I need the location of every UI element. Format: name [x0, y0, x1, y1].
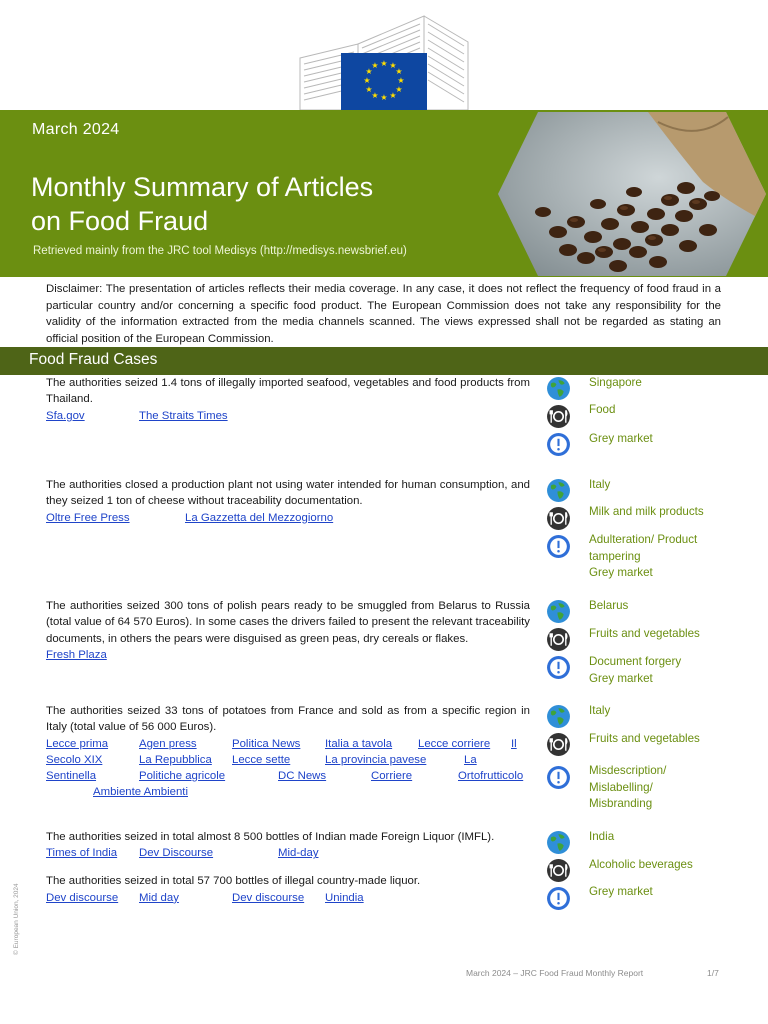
source-link[interactable]: Ortofrutticolo [458, 769, 524, 782]
globe-icon [546, 599, 571, 624]
source-link[interactable]: DC News [278, 769, 327, 782]
report-title-line-2: on Food Fraud [31, 206, 209, 236]
tag-line: Italy [589, 478, 611, 491]
article-text: The authorities seized 1.4 tons of illegally imported seafood, vegetables and food products from Thailand. [46, 377, 530, 406]
food-category-icon [546, 858, 571, 883]
tag-line: Fruits and vegetables [589, 627, 700, 640]
food-category-icon [546, 627, 571, 652]
article-text: The authorities seized 300 tons of polish pears ready to be smuggled from Belarus to Russia (total value of 64 570 Euros). In some cases the drivers failed to present the relevant traceability documents, in others the pears were disguised as green peas, dry cereals or flakes. [46, 600, 530, 645]
fraud-type-label [589, 884, 653, 901]
article-text: The authorities closed a production plant not using water intended for human consumption, and they seized 1 ton of cheese without traceability documentation. [46, 479, 530, 508]
svg-text:★: ★ [365, 85, 373, 94]
tag-line: Misdescription/ [589, 764, 667, 777]
source-link[interactable]: Agen press [139, 737, 197, 750]
report-title-line-1: Monthly Summary of Articles [31, 172, 374, 202]
article-2 [46, 477, 530, 527]
source-link[interactable]: Fresh Plaza [46, 649, 107, 662]
source-link[interactable]: Politiche agricole [139, 769, 226, 782]
svg-text:★: ★ [380, 59, 388, 68]
source-link[interactable]: Lecce sette [232, 753, 291, 766]
tag-line: Fruits and vegetables [589, 732, 700, 745]
footer-report-title: March 2024 – JRC Food Fraud Monthly Report [466, 968, 644, 978]
disclaimer-text: Disclaimer: The presentation of articles reflects their media coverage. In any case, it does not reflect the frequency of food fraud in a particular country and/or concerning a specific food product. The European Commission does not take any responsibility for the validity of the information extracted from the media channels scanned. The views expressed shall not be regarded as stating an official position of the European Commission. [46, 283, 721, 345]
tag-line: Grey market [589, 671, 653, 685]
tag-line: Misbranding [589, 797, 653, 810]
svg-text:★: ★ [371, 61, 379, 70]
tag-line: Italy [589, 704, 611, 717]
source-link[interactable]: La provincia pavese [325, 753, 427, 766]
report-date: March 2024 [32, 121, 120, 138]
tag-line: Singapore [589, 376, 642, 389]
globe-icon [546, 376, 571, 401]
report-title [31, 170, 451, 238]
food-category-label [589, 626, 700, 643]
source-link[interactable]: Politica News [232, 737, 301, 750]
svg-text:★: ★ [395, 85, 403, 94]
article-links [46, 510, 530, 527]
tag-line: Grey market [589, 885, 653, 898]
svg-text:★: ★ [371, 91, 379, 100]
article-3 [46, 598, 530, 664]
globe-icon [546, 478, 571, 503]
article-links [46, 736, 530, 798]
globe-label [589, 375, 642, 392]
article-4 [46, 703, 530, 798]
tag-line: Document forgery [589, 655, 682, 668]
fraud-type-icon [546, 432, 571, 457]
globe-label [589, 598, 628, 615]
copyright-notice: © European Union, 2024 [13, 883, 20, 955]
article-links [46, 647, 530, 664]
fraud-type-icon [546, 655, 571, 680]
source-link[interactable]: Dev discourse [46, 891, 119, 904]
svg-text:★: ★ [389, 61, 397, 70]
svg-text:★: ★ [389, 91, 397, 100]
coffee-beans-photo [498, 112, 766, 276]
food-category-icon [546, 732, 571, 757]
tag-line: Belarus [589, 599, 629, 612]
source-link[interactable]: Mid-day [278, 847, 319, 860]
source-link[interactable]: Corriere [371, 769, 413, 782]
source-link[interactable]: Lecce prima [46, 737, 109, 750]
article-text-2: The authorities seized in total 57 700 bottles of illegal country-made liquor. [46, 875, 421, 888]
tag-line: Grey market [589, 432, 653, 445]
source-link[interactable]: La Repubblica [139, 753, 212, 766]
article-links [46, 408, 530, 425]
tag-line: tampering [589, 549, 641, 563]
source-link[interactable]: The Straits Times [139, 409, 228, 422]
tag-line: Food [589, 403, 616, 416]
eu-flag-logo [341, 53, 427, 111]
source-link[interactable]: Italia a tavola [325, 737, 393, 750]
food-category-label [589, 402, 615, 419]
globe-label [589, 829, 614, 846]
article-text: The authorities seized 33 tons of potatoes from France and sold as from a specific region in Italy (total value of 56 000 Euros). [46, 705, 530, 734]
source-link[interactable]: Times of India [46, 847, 118, 860]
source-link[interactable]: Unindia [325, 891, 364, 904]
source-link[interactable]: Mid day [139, 891, 179, 904]
source-link[interactable]: Sfa.gov [46, 409, 85, 422]
tag-line: Grey market [589, 566, 653, 579]
food-category-icon [546, 404, 571, 429]
food-category-label [589, 857, 693, 874]
tag-line: Milk and milk products [589, 505, 704, 518]
tag-line: India [589, 830, 615, 843]
article-5 [46, 829, 530, 907]
fraud-type-label [589, 654, 681, 687]
food-category-label [589, 731, 700, 748]
source-link[interactable]: Secolo XIX [46, 753, 103, 766]
globe-label [589, 703, 610, 720]
source-link[interactable]: Sentinella [46, 769, 97, 782]
report-subtitle: Retrieved mainly from the JRC tool Medisys (http://medisys.newsbrief.eu) [33, 245, 407, 257]
tag-line: Mislabelling/ [589, 780, 653, 794]
source-link[interactable]: Dev discourse [232, 891, 305, 904]
fraud-type-label [589, 532, 697, 582]
article-text: The authorities seized in total almost 8 500 bottles of Indian made Foreign Liquor (IMFL). [46, 831, 495, 843]
food-category-label [589, 504, 704, 521]
article-links-2 [46, 890, 530, 907]
fraud-type-icon [546, 765, 571, 790]
source-link[interactable]: La [464, 753, 477, 766]
source-link[interactable]: Oltre Free Press [46, 511, 130, 524]
source-link[interactable]: Dev Discourse [139, 847, 214, 860]
source-link[interactable]: Lecce corriere [418, 737, 491, 750]
globe-label [589, 477, 610, 494]
svg-text:★: ★ [380, 93, 388, 102]
fraud-type-icon [546, 534, 571, 559]
svg-text:★: ★ [365, 67, 373, 76]
svg-text:★: ★ [395, 67, 403, 76]
tag-line: Adulteration/ Product [589, 533, 698, 546]
tag-line: Alcoholic beverages [589, 858, 693, 871]
source-link[interactable]: La Gazzetta del Mezzogiorno [185, 511, 334, 524]
fraud-type-label [589, 763, 666, 813]
source-link[interactable]: Il [511, 737, 517, 750]
fraud-type-icon [546, 886, 571, 911]
source-link[interactable]: Ambiente Ambienti [93, 785, 188, 798]
svg-text:★: ★ [363, 76, 371, 85]
section-title: Food Fraud Cases [29, 351, 158, 368]
food-category-icon [546, 506, 571, 531]
article-1 [46, 375, 530, 425]
article-links [46, 845, 530, 873]
fraud-type-label [589, 431, 653, 448]
svg-text:★: ★ [397, 76, 405, 85]
globe-icon [546, 830, 571, 855]
page-number: 1/7 [707, 968, 719, 978]
globe-icon [546, 704, 571, 729]
